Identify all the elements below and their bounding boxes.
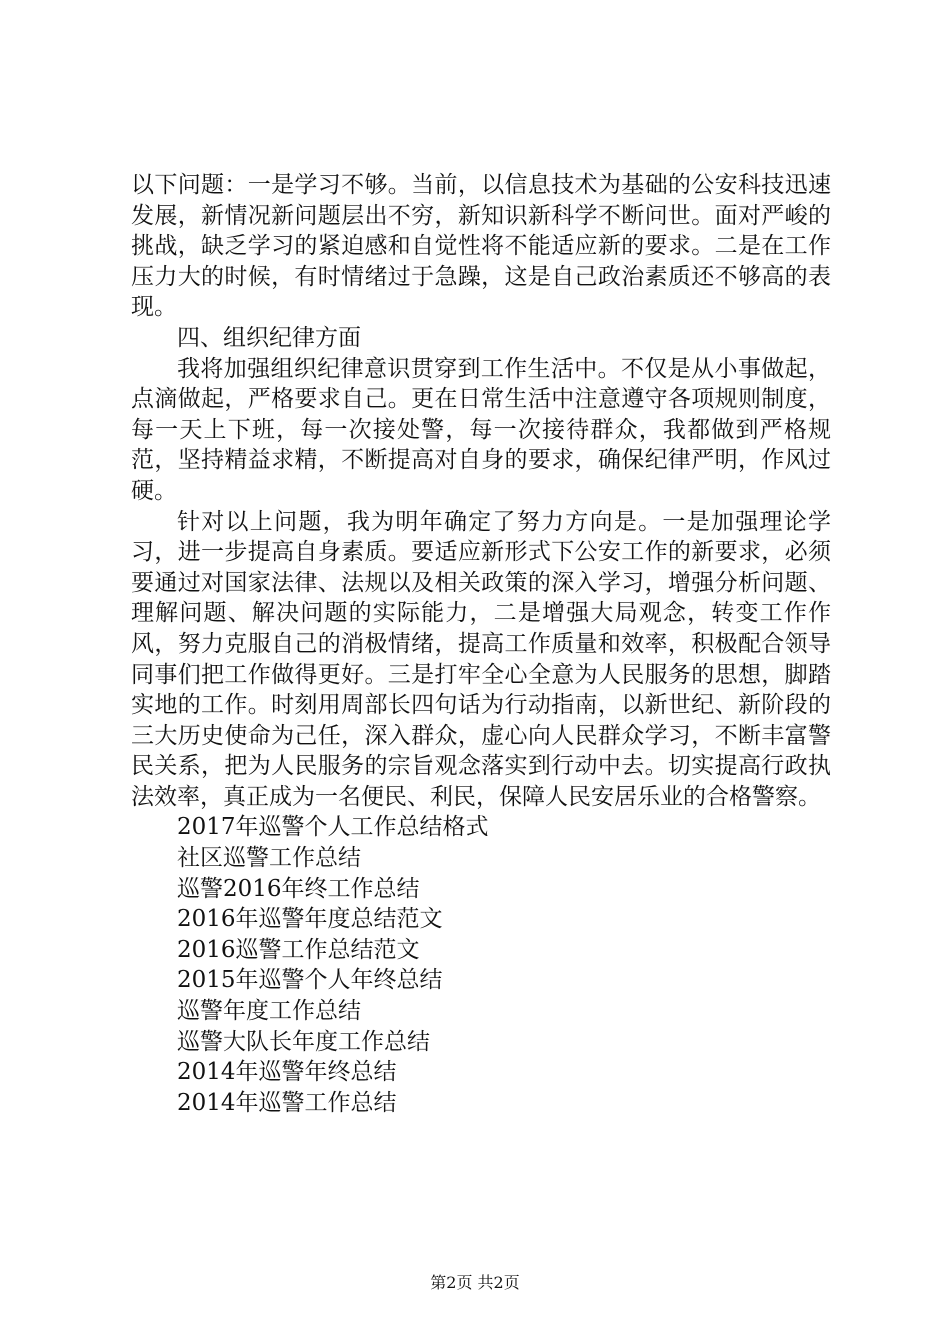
- paragraph-direction: 针对以上问题，我为明年确定了努力方向是。一是加强理论学习，进一步提高自身素质。要适应新形式下公安工作的新要求，必须要通过对国家法律、法规以及相关政策的深入学习，增强分析问题、理解问题、解决问题的实际能力，二是增强大局观念，转变工作作风，努力克服自己的消极情绪，提高工作质量和效率，积极配合领导同事们把工作做得更好。三是打牢全心全意为人民服务的思想，脚踏实地的工作。时刻用周部长四句话为行动指南，以新世纪、新阶段的三大历史使命为己任，深入群众，虚心向人民群众学习，不断丰富警民关系，把为人民服务的宗旨观念落实到行动中去。切实提高行政执法效率，真正成为一名便民、利民，保障人民安居乐业的合格警察。: [131, 508, 831, 810]
- paragraph-problems: 以下问题：一是学习不够。当前，以信息技术为基础的公安科技迅速发展，新情况新问题层出不穷，新知识新科学不断问世。面对严峻的挑战，缺乏学习的紧迫感和自觉性将不能适应新的要求。二是在工作压力大的时候，有时情绪过于急躁，这是自己政治素质还不够高的表现。: [131, 172, 831, 321]
- paragraph-discipline: 我将加强组织纪律意识贯穿到工作生活中。不仅是从小事做起，点滴做起，严格要求自己。更在日常生活中注意遵守各项规则制度，每一天上下班，每一次接处警，每一次接待群众，我都做到严格规范，坚持精益求精，不断提高对自身的要求，确保纪律严明，作风过硬。: [131, 355, 831, 504]
- document-body: [131, 170, 831, 1118]
- related-link[interactable]: 2015年巡警个人年终总结: [177, 967, 443, 994]
- related-link[interactable]: 巡警大队长年度工作总结: [177, 1028, 430, 1055]
- related-link[interactable]: 2014年巡警工作总结: [177, 1089, 397, 1116]
- related-link[interactable]: 巡警年度工作总结: [177, 998, 361, 1025]
- related-links-list: [131, 812, 831, 1118]
- related-link[interactable]: 2016巡警工作总结范文: [177, 936, 420, 963]
- related-link[interactable]: 2014年巡警年终总结: [177, 1059, 397, 1086]
- related-link[interactable]: 2017年巡警个人工作总结格式: [177, 814, 489, 841]
- related-link[interactable]: 社区巡警工作总结: [177, 845, 361, 872]
- page-footer: 第2页 共2页: [430, 1273, 520, 1292]
- section-heading-discipline: 四、组织纪律方面: [177, 324, 361, 351]
- related-link[interactable]: 2016年巡警年度总结范文: [177, 906, 443, 933]
- related-link[interactable]: 巡警2016年终工作总结: [177, 875, 420, 902]
